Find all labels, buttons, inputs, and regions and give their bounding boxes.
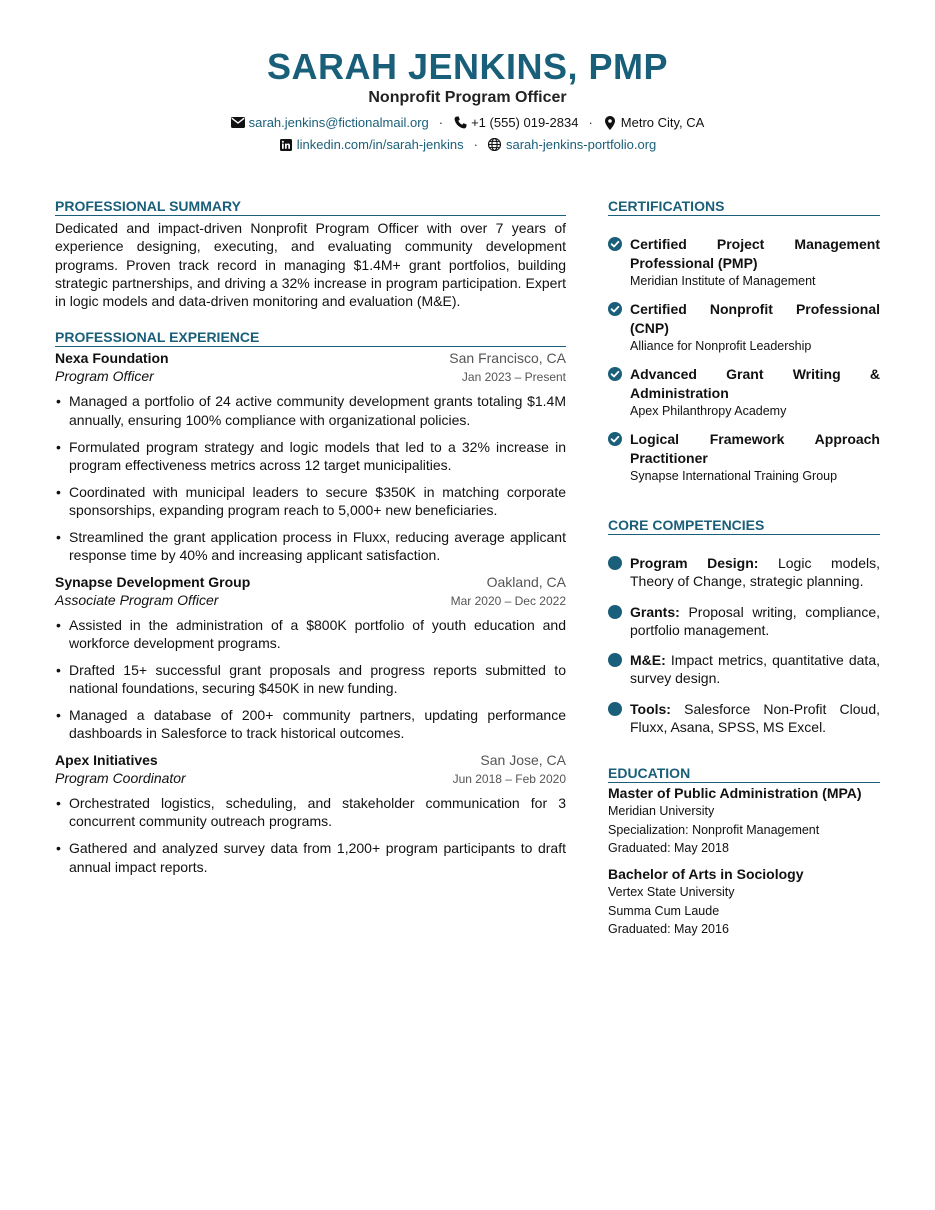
bullet-dot-icon — [608, 605, 622, 619]
candidate-name: SARAH JENKINS, PMP — [266, 46, 669, 87]
competency-item — [608, 700, 880, 737]
contact-website[interactable] — [488, 136, 656, 153]
job-org: Synapse Development Group — [55, 573, 251, 590]
location-text: Metro City, CA — [620, 115, 705, 130]
competency-text: Impact metrics, quantitative data, survey design. — [630, 652, 881, 687]
contact-separator: · — [438, 115, 444, 130]
degree-name: Bachelor of Arts in Sociology — [608, 866, 804, 883]
competency-item — [608, 603, 880, 640]
cert-name: Certified Project Management Professional (PMP) — [630, 236, 880, 271]
job-bullet: • Orchestrated logistics, scheduling, and stakeholder communication for 3 concurrent community outreach programs. — [55, 794, 566, 831]
competency-item — [608, 651, 880, 688]
edu-line: Summa Cum Laude — [608, 903, 720, 918]
degree-name: Master of Public Administration (MPA) — [608, 785, 862, 802]
education-item — [608, 865, 880, 938]
job-bullet: • Managed a database of 200+ community partners, updating performance dashboards in Salesforce to track historical outcomes. — [55, 706, 566, 743]
job-dates: Jan 2023 – Present — [461, 370, 566, 385]
job-role: Program Coordinator — [55, 770, 186, 787]
contact-line-2 — [0, 136, 935, 153]
competency-item — [608, 554, 880, 591]
competency-label: Grants: — [630, 603, 680, 620]
competency-label: M&E: — [630, 652, 666, 669]
competencies-heading: CORE COMPETENCIES — [608, 517, 880, 535]
website-link[interactable]: sarah-jenkins-portfolio.org — [505, 137, 657, 152]
email-link[interactable]: sarah.jenkins@fictionalmail.org — [248, 115, 429, 130]
job-bullet: • Coordinated with municipal leaders to secure $350K in matching corporate sponsorships, expanding program reach to 5,000+ new beneficiaries. — [55, 483, 566, 520]
globe-icon — [488, 138, 502, 152]
competencies-list — [608, 554, 880, 736]
job-role: Program Officer — [55, 368, 154, 385]
job-dates: Jun 2018 – Feb 2020 — [452, 772, 566, 787]
cert-item — [608, 235, 880, 290]
job-location: San Jose, CA — [480, 752, 566, 769]
job-bullet: • Streamlined the grant application process in Fluxx, reducing average applicant response time by 40% and increasing applicant satisfaction. — [55, 528, 566, 565]
cert-name: Advanced Grant Writing & Administration — [630, 366, 880, 401]
summary-heading: PROFESSIONAL SUMMARY — [55, 198, 566, 216]
job-bullets — [55, 616, 566, 743]
experience-heading: PROFESSIONAL EXPERIENCE — [55, 329, 566, 347]
bullet-dot-icon — [608, 556, 622, 570]
job-location: San Francisco, CA — [449, 350, 566, 367]
contact-linkedin[interactable] — [279, 136, 464, 153]
cert-org: Alliance for Nonprofit Leadership — [630, 339, 812, 353]
job-role: Associate Program Officer — [55, 591, 219, 608]
cert-name: Certified Nonprofit Professional (CNP) — [630, 301, 880, 336]
check-circle-icon — [608, 237, 622, 290]
certifications-list — [608, 235, 880, 485]
left-column — [55, 198, 566, 884]
job-bullet: • Managed a portfolio of 24 active community development grants totaling $1.4M annually, ensuring 100% compliance with organizational policies. — [55, 392, 566, 429]
candidate-title: Nonprofit Program Officer — [368, 89, 567, 106]
job-bullet: • Formulated program strategy and logic models that led to a 32% increase in program effectiveness metrics across 12 target municipalities. — [55, 438, 566, 475]
competency-text: Proposal writing, compliance, portfolio management. — [630, 603, 880, 638]
edu-line: Specialization: Nonprofit Management — [608, 822, 820, 837]
job-entry — [55, 751, 566, 876]
cert-name: Logical Framework Approach Practitioner — [630, 431, 880, 466]
cert-item — [608, 430, 880, 485]
check-circle-icon — [608, 302, 622, 355]
cert-org: Apex Philanthropy Academy — [630, 404, 787, 418]
job-bullets — [55, 392, 566, 564]
competency-label: Program Design: — [630, 555, 759, 571]
cert-item — [608, 365, 880, 420]
resume-header — [0, 46, 935, 153]
contact-location — [603, 114, 705, 131]
map-pin-icon — [603, 116, 617, 130]
contact-separator: · — [473, 137, 478, 152]
cert-org: Meridian Institute of Management — [630, 274, 816, 288]
competency-label: Tools: — [630, 700, 671, 717]
education-heading: EDUCATION — [608, 765, 880, 783]
edu-line: Graduated: May 2016 — [608, 921, 729, 936]
bullet-dot-icon — [608, 702, 622, 716]
job-org: Nexa Foundation — [55, 350, 169, 367]
linkedin-link[interactable]: linkedin.com/in/sarah-jenkins — [296, 137, 464, 152]
right-column — [608, 198, 880, 938]
edu-line: Graduated: May 2018 — [608, 840, 729, 855]
check-circle-icon — [608, 432, 622, 485]
contact-separator: · — [588, 115, 593, 130]
edu-line: Vertex State University — [608, 885, 735, 900]
competency-text: Salesforce Non-Profit Cloud, Fluxx, Asana, SPSS, MS Excel. — [630, 700, 881, 736]
contact-line-1 — [0, 114, 935, 131]
job-location: Oakland, CA — [486, 573, 566, 590]
education-list — [608, 784, 880, 938]
edu-line: Meridian University — [608, 804, 715, 819]
job-bullet: • Drafted 15+ successful grant proposals and progress reports submitted to national foundations, securing $450K in new funding. — [55, 661, 566, 698]
phone-icon — [453, 116, 467, 130]
bullet-dot-icon — [608, 653, 622, 667]
education-item — [608, 784, 880, 857]
job-entry — [55, 573, 566, 743]
competency-text: Logic models, Theory of Change, strategic planning. — [630, 555, 880, 590]
envelope-icon — [231, 116, 245, 130]
phone-number: +1 (555) 019-2834 — [471, 115, 579, 130]
contact-phone — [453, 114, 578, 131]
job-entry — [55, 349, 566, 564]
cert-org: Synapse International Training Group — [630, 469, 838, 483]
summary-text: Dedicated and impact-driven Nonprofit Program Officer with over 7 years of experience designing, executing, and evaluating community development programs. Proven track record in managing $1.4M+ grant portfolios, building strategic partnerships, and driving a 32% increase in program participation. Expert in logic models and data-driven monitoring and evaluation (M&E). — [55, 220, 566, 310]
job-bullets — [55, 794, 566, 876]
contact-email[interactable] — [231, 114, 429, 131]
linkedin-icon — [279, 138, 293, 152]
cert-item — [608, 300, 880, 355]
job-org: Apex Initiatives — [55, 752, 158, 769]
job-bullet: • Assisted in the administration of a $800K portfolio of youth education and workforce development programs. — [55, 616, 566, 653]
check-circle-icon — [608, 367, 622, 420]
job-bullet: • Gathered and analyzed survey data from 1,200+ program participants to draft annual impact reports. — [55, 839, 566, 876]
certifications-heading: CERTIFICATIONS — [608, 198, 880, 216]
job-dates: Mar 2020 – Dec 2022 — [450, 593, 566, 608]
